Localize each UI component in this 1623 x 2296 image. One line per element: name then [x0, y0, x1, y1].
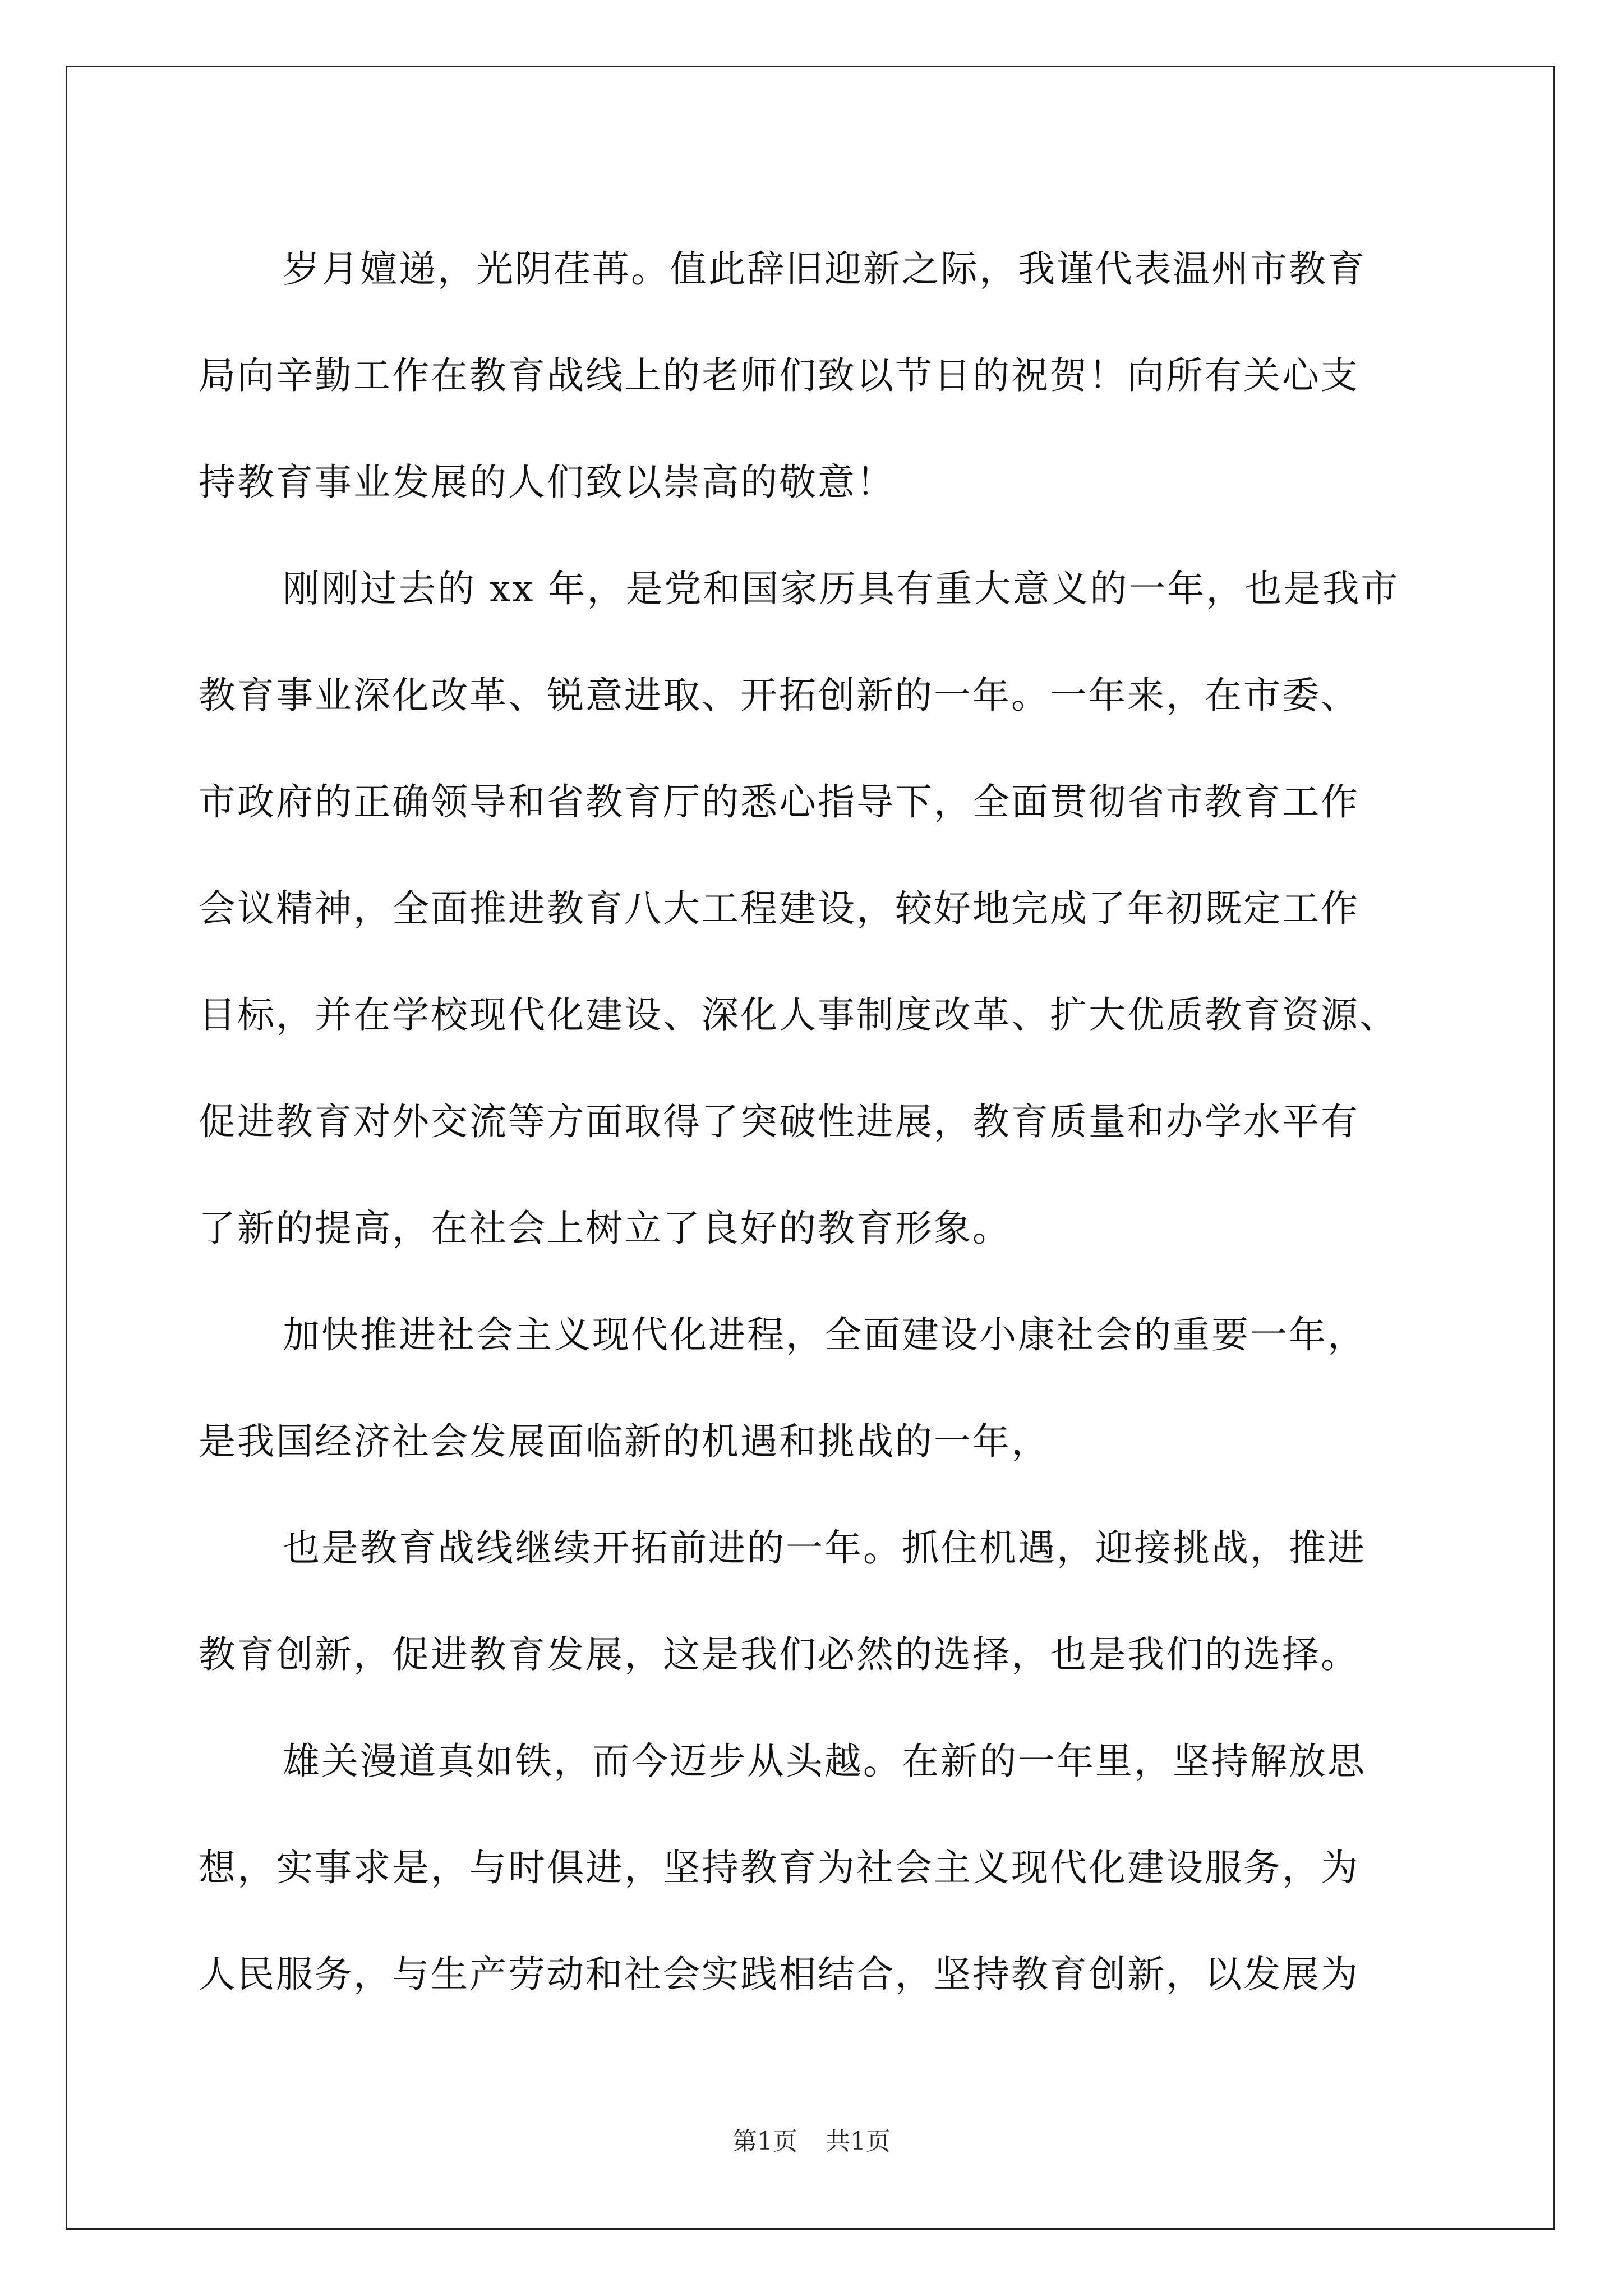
text-line: 市政府的正确领导和省教育厅的悉心指导下，全面贯彻省市教育工作	[199, 780, 1359, 823]
text-line: 促进教育对外交流等方面取得了突破性进展，教育质量和办学水平有	[199, 1100, 1359, 1143]
text-line: 是我国经济社会发展面临新的机遇和挑战的一年，	[199, 1420, 1050, 1463]
text-line: 会议精神，全面推进教育八大工程建设，较好地完成了年初既定工作	[199, 887, 1359, 930]
text-line: 局向辛勤工作在教育战线上的老师们致以节日的祝贺！向所有关心支	[199, 354, 1359, 397]
document-body	[199, 216, 1438, 2028]
page-footer	[0, 2125, 1623, 2159]
page-number-current: 第1页	[732, 2127, 797, 2156]
text-line: 也是教育战线继续开拓前进的一年。抓住机遇，迎接挑战，推进	[283, 1526, 1366, 1570]
text-line: 教育事业深化改革、锐意进取、开拓创新的一年。一年来，在市委、	[199, 674, 1359, 717]
text-line: 雄关漫道真如铁，而今迈步从头越。在新的一年里，坚持解放思	[283, 1740, 1366, 1783]
text-line: 目标，并在学校现代化建设、深化人事制度改革、扩大优质教育资源、	[199, 993, 1398, 1037]
text-line: 加快推进社会主义现代化进程，全面建设小康社会的重要一年，	[283, 1313, 1366, 1356]
text-line: 岁月嬗递，光阴荏苒。值此辞旧迎新之际，我谨代表温州市教育	[283, 247, 1366, 291]
page-number-total: 共1页	[826, 2127, 891, 2156]
text-line: 刚刚过去的 xx 年，是党和国家历具有重大意义的一年，也是我市	[283, 567, 1400, 610]
text-line: 想，实事求是，与时俱进，坚持教育为社会主义现代化建设服务，为	[199, 1846, 1359, 1889]
text-line: 持教育事业发展的人们致以崇高的敬意！	[199, 461, 895, 504]
text-line: 教育创新，促进教育发展，这是我们必然的选择，也是我们的选择。	[199, 1633, 1359, 1676]
text-line: 了新的提高，在社会上树立了良好的教育形象。	[199, 1207, 1011, 1250]
text-line: 人民服务，与生产劳动和社会实践相结合，坚持教育创新，以发展为	[199, 1953, 1359, 1996]
